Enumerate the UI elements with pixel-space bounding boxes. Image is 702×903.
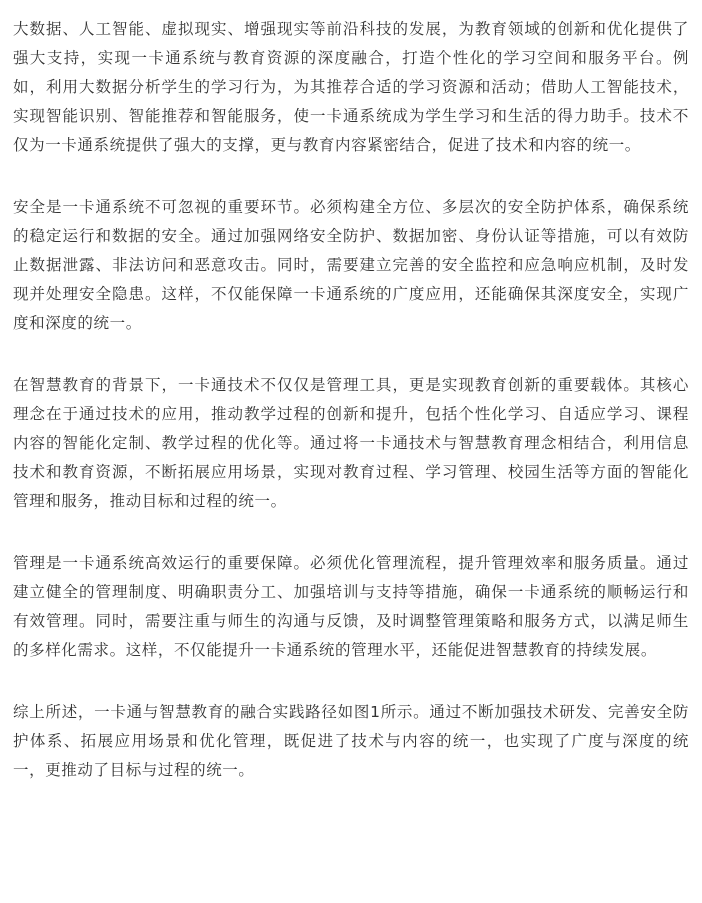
paragraph-technology: 大数据、人工智能、虚拟现实、增强现实等前沿科技的发展，为教育领域的创新和优化提供了强大支持，实现一卡通系统与教育资源的深度融合，打造个性化的学习空间和服务平台。例如，利用大数据分析学生的学习行为，为其推荐合适的学习资源和活动；借助人工智能技术，实现智能识别、智能推荐和智能服务，使一卡通系统成为学生学习和生活的得力助手。技术不仅为一卡通系统提供了强大的支撑，更与教育内容紧密结合，促进了技术和内容的统一。 (13, 20, 689, 154)
paragraph-management: 管理是一卡通系统高效运行的重要保障。必须优化管理流程，提升管理效率和服务质量。通过建立健全的管理制度、明确职责分工、加强培训与支持等措施，确保一卡通系统的顺畅运行和有效管理。同时，需要注重与师生的沟通与反馈，及时调整管理策略和服务方式，以满足师生的多样化需求。这样，不仅能提升一卡通系统的管理水平，还能促进智慧教育的持续发展。 (13, 554, 689, 659)
article-body (13, 15, 689, 785)
paragraph-smart-education: 在智慧教育的背景下，一卡通技术不仅仅是管理工具，更是实现教育创新的重要载体。其核心理念在于通过技术的应用，推动教学过程的创新和提升，包括个性化学习、自适应学习、课程内容的智能化定制、教学过程的优化等。通过将一卡通技术与智慧教育理念相结合，利用信息技术和教育资源，不断拓展应用场景，实现对教育过程、学习管理、校园生活等方面的智能化管理和服务，推动目标和过程的统一。 (13, 376, 689, 510)
paragraph-summary: 综上所述，一卡通与智慧教育的融合实践路径如图1所示。通过不断加强技术研发、完善安全防护体系、拓展应用场景和优化管理，既促进了技术与内容的统一，也实现了广度与深度的统一，更推动了目标与过程的统一。 (13, 703, 689, 779)
paragraph-security: 安全是一卡通系统不可忽视的重要环节。必须构建全方位、多层次的安全防护体系，确保系统的稳定运行和数据的安全。通过加强网络安全防护、数据加密、身份认证等措施，可以有效防止数据泄露、非法访问和恶意攻击。同时，需要建立完善的安全监控和应急响应机制，及时发现并处理安全隐患。这样，不仅能保障一卡通系统的广度应用，还能确保其深度安全，实现广度和深度的统一。 (13, 198, 689, 332)
